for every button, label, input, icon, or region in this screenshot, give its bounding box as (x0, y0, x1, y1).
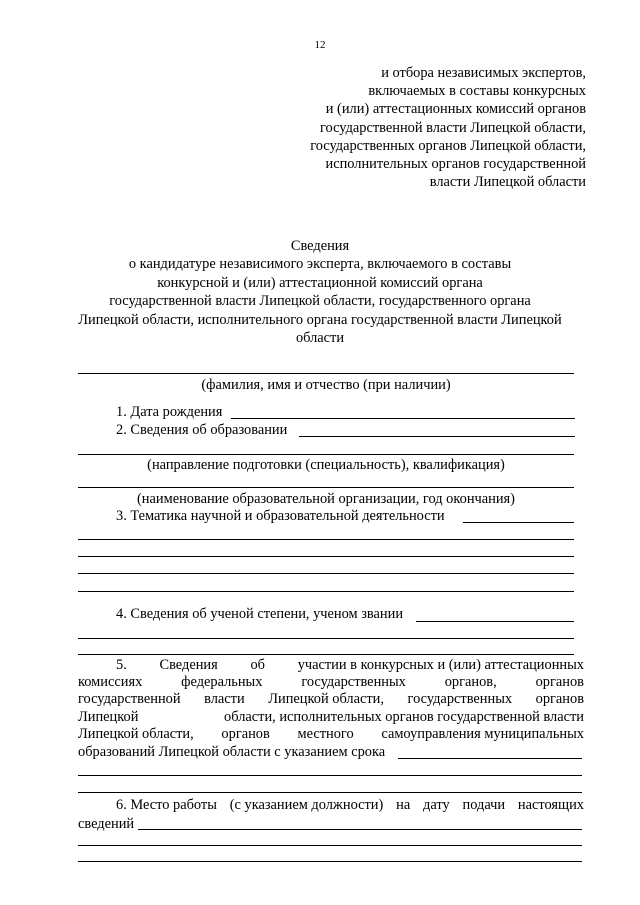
education-blank-full[interactable] (78, 454, 574, 455)
education-caption-specialty: (направление подготовки (специальность), квалификация) (147, 457, 505, 473)
word: об (250, 657, 265, 673)
commission-participation-paragraph (78, 657, 584, 743)
word: 5. (116, 657, 127, 673)
research-topics-line[interactable] (78, 539, 574, 540)
education-caption-organization: (наименование образовательной организации, год окончания) (137, 491, 515, 507)
header-line: исполнительных органов государственной (325, 156, 586, 173)
word: федеральных (181, 674, 263, 691)
word: власти (204, 691, 245, 708)
paragraph-line (78, 674, 584, 691)
word: органов (221, 725, 270, 742)
header-line: государственных органов Липецкой области, (310, 137, 586, 154)
birth-date-label: 1. Дата рождения (116, 404, 223, 420)
education-blank-org[interactable] (78, 487, 574, 488)
workplace-blank[interactable] (138, 829, 582, 830)
word: (с указанием должности) (229, 797, 384, 813)
academic-degree-blank[interactable] (416, 621, 574, 622)
paragraph-line (78, 797, 584, 814)
academic-degree-label: 4. Сведения об ученой степени, ученом звании (116, 606, 404, 622)
header-line: включаемых в составы конкурсных (368, 83, 586, 100)
word: подачи (462, 797, 506, 813)
header-line: власти Липецкой области (429, 174, 586, 191)
document-title (64, 237, 576, 347)
word: Липецкой области, (268, 691, 384, 708)
workplace-line[interactable] (78, 861, 582, 862)
title-line: о кандидатуре независимого эксперта, включаемого в составы (128, 256, 512, 273)
paragraph-line (78, 691, 584, 708)
word: области, исполнительных органов государственной власти (224, 708, 584, 725)
word: участии в конкурсных и (или) аттестационных (297, 657, 584, 673)
paragraph-line (78, 709, 584, 726)
page-number: 12 (314, 39, 326, 51)
word: органов (535, 691, 584, 708)
workplace-paragraph (78, 797, 584, 814)
word: органов, (444, 674, 497, 691)
word: местного (297, 725, 354, 742)
word: дату (423, 797, 450, 813)
word: 6. Место работы (116, 797, 217, 813)
header-line: и отбора независимых экспертов, (381, 65, 586, 81)
title-line: Липецкой области, исполнительного органа государственной власти Липецкой (78, 311, 562, 328)
commission-line[interactable] (78, 792, 582, 793)
commission-line[interactable] (78, 775, 582, 776)
header-reference-block (310, 64, 586, 191)
commission-term-label: образований Липецкой области с указанием срока (78, 744, 386, 760)
word: самоуправления муниципальных (381, 725, 584, 742)
paragraph-line (78, 726, 584, 743)
education-label: 2. Сведения об образовании (116, 422, 288, 438)
word: государственной (78, 691, 181, 708)
fio-blank-line[interactable] (78, 373, 574, 374)
research-topics-label: 3. Тематика научной и образовательной деятельности (116, 508, 445, 524)
workplace-label: сведений (78, 816, 135, 832)
commission-term-blank[interactable] (398, 758, 582, 759)
education-blank[interactable] (299, 436, 575, 437)
title-line: конкурсной и (или) аттестационной комиссий органа (157, 274, 483, 291)
workplace-line[interactable] (78, 845, 582, 846)
title-line: Сведения (290, 238, 350, 254)
title-line: государственной власти Липецкой области, государственного органа (109, 293, 531, 310)
word: Сведения (159, 657, 218, 673)
header-line: и (или) аттестационных комиссий органов (325, 101, 586, 118)
title-line: области (295, 330, 345, 347)
paragraph-line (78, 657, 584, 674)
research-topics-line[interactable] (78, 556, 574, 557)
academic-degree-line[interactable] (78, 638, 574, 639)
academic-degree-line[interactable] (78, 654, 574, 655)
header-line: государственной власти Липецкой области, (319, 119, 586, 136)
word: на (396, 797, 411, 813)
research-topics-line[interactable] (78, 573, 574, 574)
word: органов (535, 674, 584, 691)
research-topics-line[interactable] (78, 591, 574, 592)
word: Липецкой (78, 708, 139, 725)
birth-date-blank[interactable] (231, 418, 575, 419)
research-topics-blank[interactable] (463, 522, 574, 523)
fio-caption: (фамилия, имя и отчество (при наличии) (201, 377, 451, 393)
word: комиссиях (78, 674, 143, 691)
word: настоящих (517, 797, 584, 813)
word: Липецкой области, (78, 725, 194, 742)
word: государственных (301, 674, 406, 691)
word: государственных (407, 691, 513, 708)
